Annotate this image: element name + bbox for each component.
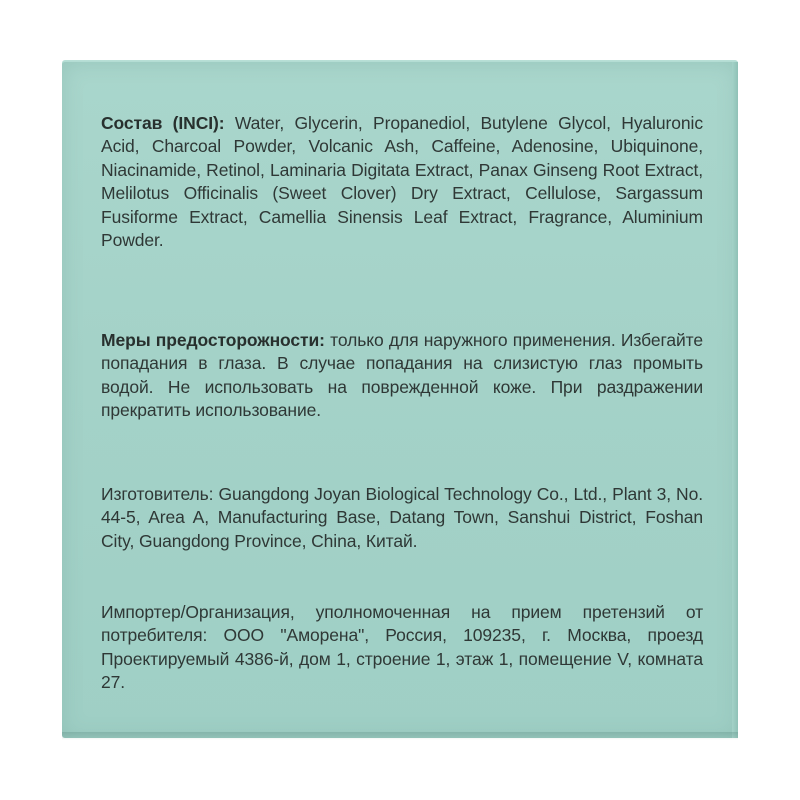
manufacturer-paragraph — [101, 483, 703, 553]
precautions-label: Меры предосторожности: — [101, 330, 325, 350]
composition-paragraph — [101, 112, 703, 252]
package-shadow — [62, 732, 738, 740]
composition-text: Water, Glycerin, Propanediol, Butylene Glycol, Hyaluronic Acid, Charcoal Powder, Volcanic Ash, Caffeine, Adenosine, Ubiquinone, Niacinamide, Retinol, Laminaria Digitata Extract, Panax Ginseng Root Extract, Melilotus Officinalis (Sweet Clover) Dry Extract, Cellulose, Sargassum Fusiforme Extract, Camellia Sinensis Leaf Extract, Fragrance, Aluminium Powder. — [101, 113, 703, 251]
manufacturer-text: Изготовитель: Guangdong Joyan Biological Technology Co., Ltd., Plant 3, No. 44-5, Area A, Manufacturing Base, Datang Town, Sanshui District, Foshan City, Guangdong Province, China, Китай. — [101, 484, 703, 551]
composition-label: Состав (INCI): — [101, 113, 225, 133]
importer-paragraph — [101, 601, 703, 695]
importer-text: Импортер/Организация, уполномоченная на прием претензий от потребителя: ООО "Аморена", Россия, 109235, г. Москва, проезд Проектируемый 4386-й, дом 1, строение 1, этаж 1, помещение V, комната 27. — [101, 602, 703, 693]
precautions-text: только для наружного применения. Избегайте попадания в глаза. В случае попадания на слизистую глаз промыть водой. Не использовать на поврежденной коже. При раздражении прекратить использование. — [101, 330, 704, 421]
precautions-paragraph — [101, 329, 703, 423]
package-right-edge — [732, 62, 738, 738]
